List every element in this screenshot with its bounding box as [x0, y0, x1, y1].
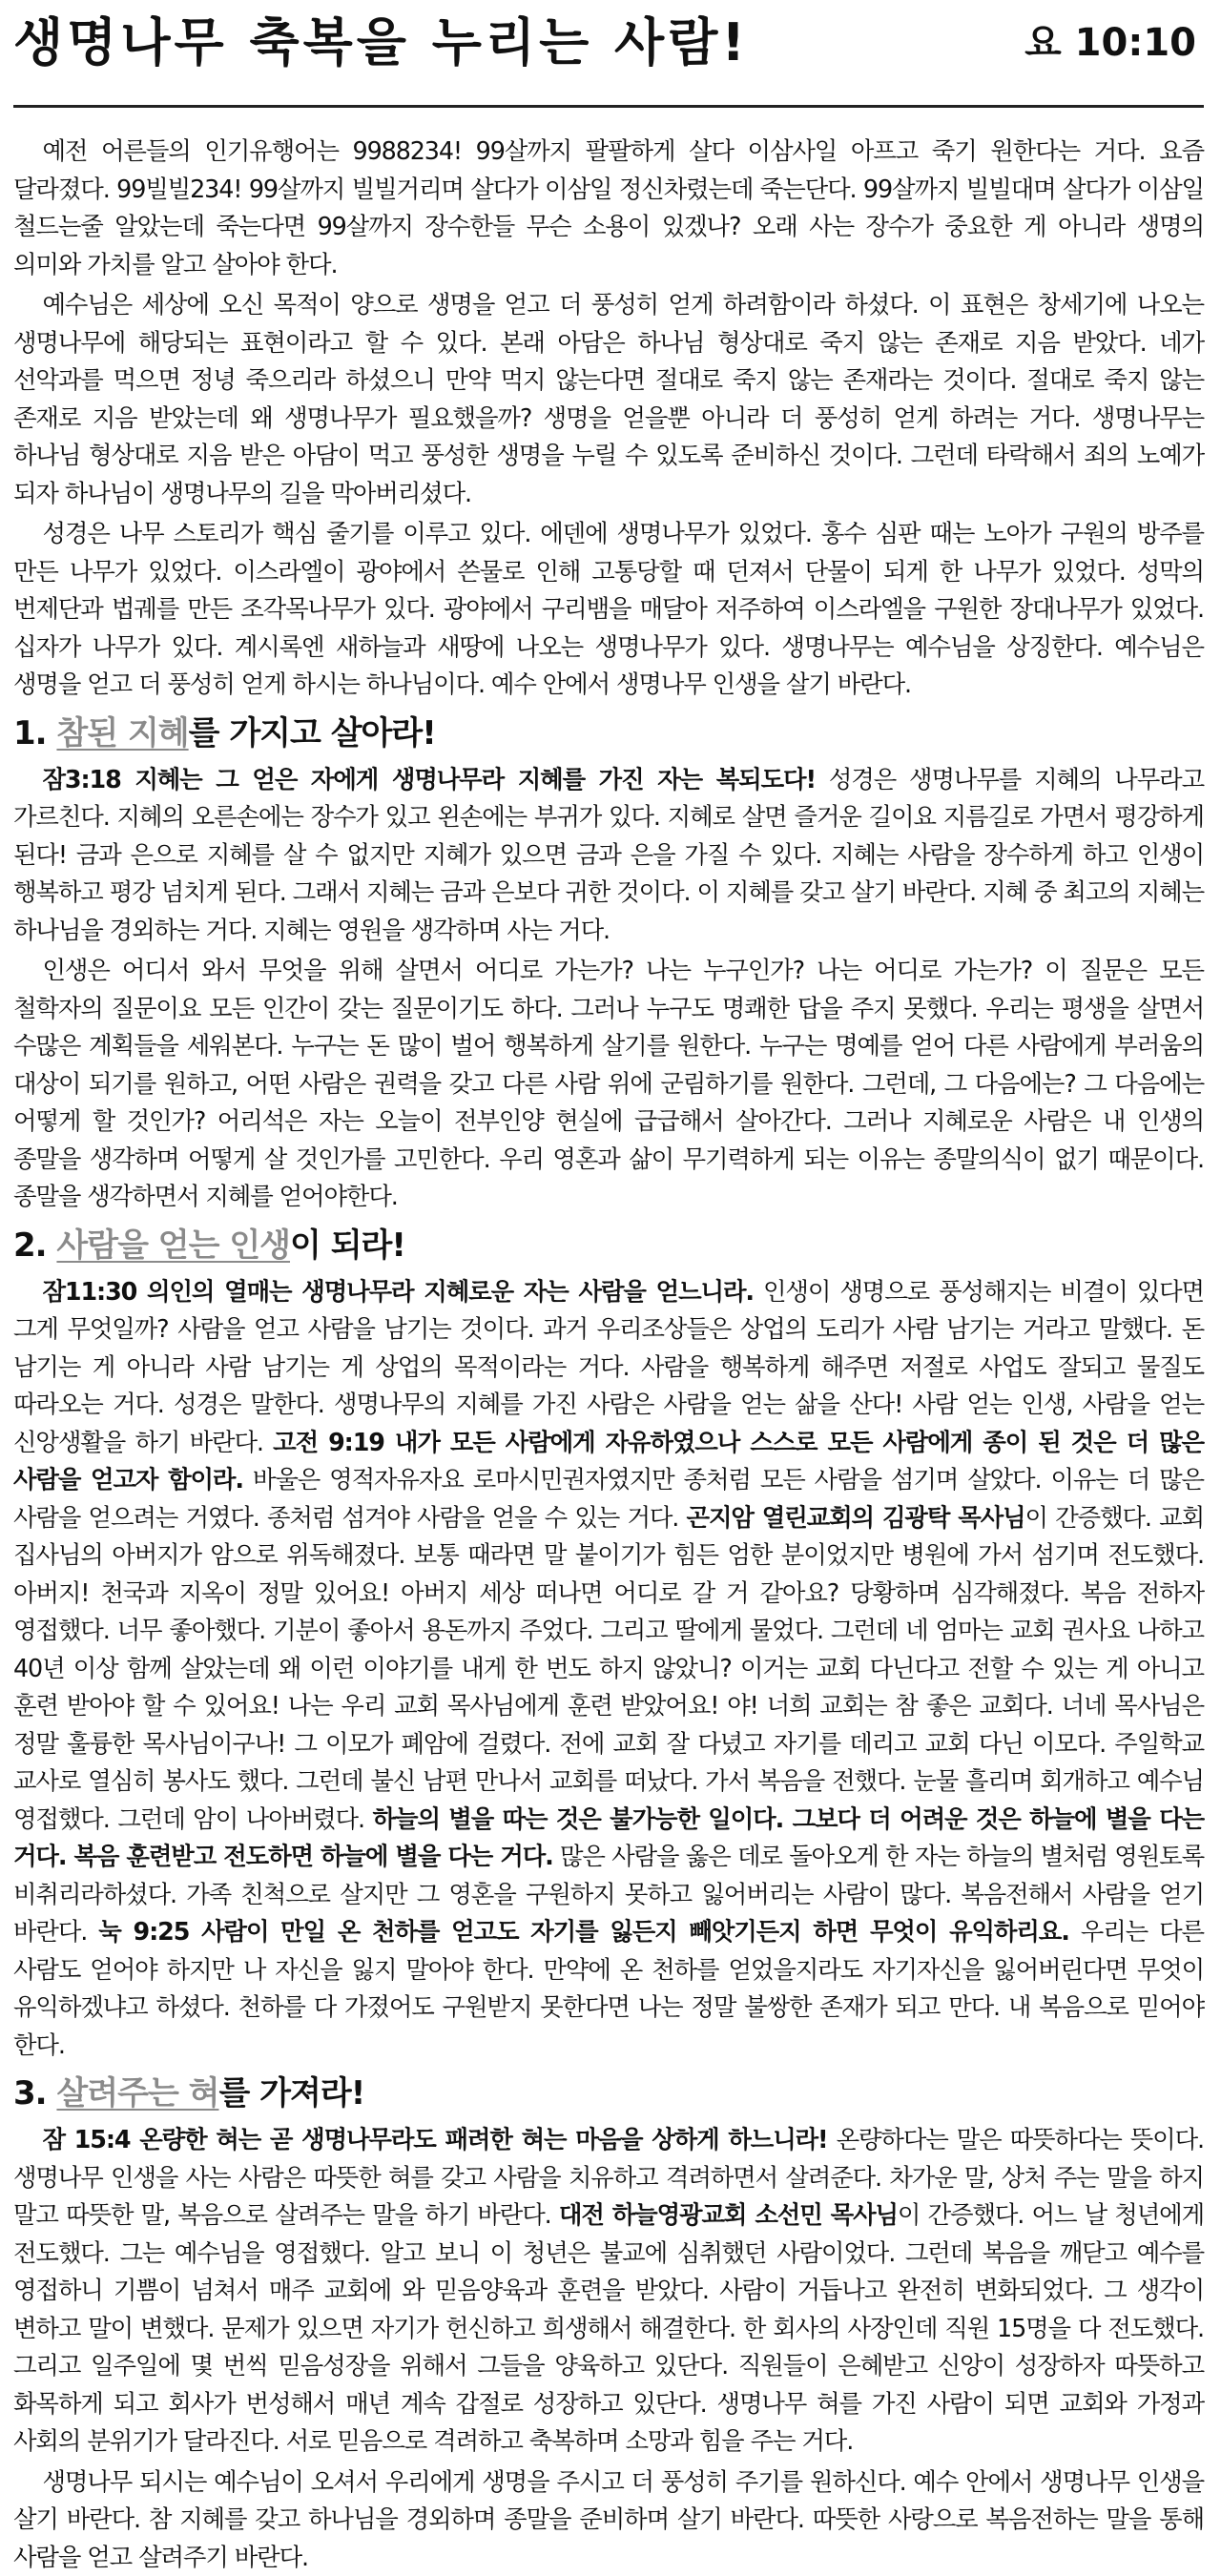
page-title: 생명나무 축복을 누리는 사람! [13, 6, 749, 80]
pastor-name: 대전 하늘영광교회 소선민 목사님 [559, 2200, 898, 2229]
section-heading-2 [13, 1222, 1204, 1269]
paragraph-text: 바울은 영적자유자요 로마시민권자였지만 종처럼 모든 사람을 섬기며 살았다. 이유는 더 많은 사람을 얻으려는 거였다. 종처럼 섬겨야 사람을 얻을 수 있는 거다. [13, 1465, 1204, 1532]
closing-paragraph [13, 2463, 1204, 2576]
title-row [13, 6, 1204, 80]
paragraph-text: 인생이 생명으로 풍성해지는 비결이 있다면 그게 무엇일까? 사람을 얻고 사람을 남기는 것이다. 과거 우리조상들은 상업의 도리가 사람 남기는 거라고 말했다. 돈 남기는 게 아니라 사람 남기는 게 상업의 목적이라는 거다. 사람을 행복하게 해주면 저절로 사업도 잘되고 물질도 따라오는 거다. 성경은 말한다. 생명나무의 지혜를 가진 사람은 사람을 얻는 삶을 산다! 사람 얻는 인생, 사람을 얻는 신앙생활을 하기 바란다. [13, 1277, 1204, 1456]
pastor-name: 곤지암 열린교회의 김광탁 목사님 [687, 1503, 1025, 1532]
section-number: 1. [13, 714, 47, 752]
sermon-body [13, 133, 1204, 2576]
section-heading-3 [13, 2070, 1204, 2117]
verse-quote: 잠 15:4 온량한 혀는 곧 생명나무라도 패려한 혀는 마음을 상하게 하느니라! [42, 2125, 827, 2154]
intro-paragraph: 예수님은 세상에 오신 목적이 양으로 생명을 얻고 더 풍성히 얻게 하려함이라 하셨다. 이 표현은 창세기에 나오는 생명나무에 해당되는 표현이라고 할 수 있다. 본래 아담은 하나님 형상대로 죽지 않는 존재로 지음 받았다. 네가 선악과를 먹으면 정녕 죽으리라 하셨으니 만약 먹지 않는다면 절대로 죽지 않는 존재라는 것이다. 절대로 죽지 않는 존재로 지음 받았는데 왜 생명나무가 필요했을까? 생명을 얻을뿐 아니라 더 풍성히 얻게 하려는 거다. 생명나무는 하나님 형상대로 지음 받은 아담이 먹고 풍성한 생명을 누릴 수 있도록 준비하신 것이다. 그런데 타락해서 죄의 노예가 되자 하나님이 생명나무의 길을 막아버리셨다. [13, 286, 1204, 512]
section-number: 3. [13, 2074, 47, 2112]
paragraph-text: 많은 사람을 옳은 데로 돌아오게 한 자는 하늘의 별처럼 영원토록 비취리라하셨다. 가족 친척으로 살지만 그 영혼을 구원하지 못하고 잃어버리는 사람이 많다. 복음전해서 사람을 얻기 바란다. [13, 1842, 1204, 1946]
title-divider [13, 105, 1204, 108]
verse-quote: 고전 9:19 내가 모든 사람에게 자유하였으나 스스로 모든 사람에게 종이 된 것은 더 많은 사람을 얻고자 함이라. [13, 1428, 1204, 1494]
section-highlight: 사람을 얻는 인생 [56, 1226, 290, 1265]
intro-paragraph: 예전 어른들의 인기유행어는 9988234! 99살까지 팔팔하게 살다 이삼사일 아프고 죽기 원한다는 거다. 요즘 달라졌다. 99빌빌234! 99살까지 빌빌거리며 살다가 이삼일 정신차렸는데 죽는단다. 99살까지 빌빌대며 살다가 이삼일 철드는줄 알았는데 죽는다면 99살까지 장수한들 무슨 소용이 있겠나? 오래 사는 장수가 중요한 게 아니라 생명의 의미와 가치를 알고 살아야 한다. [13, 133, 1204, 283]
section-paragraph [13, 761, 1204, 950]
section-number: 2. [13, 1226, 47, 1265]
section-heading-1 [13, 710, 1204, 757]
section-paragraph [13, 1273, 1204, 2065]
emphasis-text: 하늘의 별을 따는 것은 불가능한 일이다. 그보다 더 어려운 것은 하늘에 별을 다는 거다. 복음 훈련받고 전도하면 하늘에 별을 다는 거다. [13, 1804, 1204, 1871]
section-heading-rest: 를 가져라! [218, 2074, 364, 2112]
paragraph-text: 온량하다는 말은 따뜻하다는 뜻이다. 생명나무 인생을 사는 사람은 따뜻한 혀를 갖고 사람을 치유하고 격려하면서 살려준다. 차가운 말, 상처 주는 말을 하지 말고 따뜻한 말, 복음으로 살려주는 말을 하기 바란다. [13, 2125, 1204, 2229]
paragraph-text: 이 간증했다. 어느 날 청년에게 전도했다. 그는 예수님을 영접했다. 알고 보니 이 청년은 불교에 심취했던 사람이었다. 그런데 복음을 깨닫고 예수를 영접하니 기쁨이 넘쳐서 매주 교회에 와 믿음양육과 훈련을 받았다. 사람이 거듭나고 완전히 변화되었다. 그 생각이 변하고 말이 변했다. 문제가 있으면 자기가 헌신하고 희생해서 해결한다. 한 회사의 사장인데 직원 15명을 다 전도했다. 그리고 일주일에 몇 번씩 믿음성장을 위해서 그들을 양육하고 있단다. 직원들이 은혜받고 신앙이 성장하자 따뜻하고 화목하게 되고 회사가 번성해서 매년 계속 갑절로 성장하고 있단다. 생명나무 혀를 가진 사람이 되면 교회와 가정과 사회의 분위기가 달라진다. 서로 믿음으로 격려하고 축복하며 소망과 힘을 주는 거다. [13, 2200, 1204, 2455]
verse-quote: 잠3:18 지혜는 그 얻은 자에게 생명나무라 지혜를 가진 자는 복되도다! [42, 765, 815, 793]
paragraph-text: 우리는 다른 사람도 얻어야 하지만 나 자신을 잃지 말아야 한다. 만약에 온 천하를 얻었을지라도 자기자신을 잃어버린다면 무엇이 유익하겠냐고 하셨다. 천하를 다 가졌어도 구원받지 못한다면 나는 정말 불쌍한 존재가 되고 만다. 내 복음으로 믿어야 한다. [13, 1917, 1204, 2059]
verse-quote: 눅 9:25 사람이 만일 온 천하를 얻고도 자기를 잃든지 빼앗기든지 하면 무엇이 유익하리요. [98, 1917, 1068, 1946]
verse-quote: 잠11:30 의인의 열매는 생명나무라 지혜로운 자는 사람을 얻느니라. [42, 1277, 753, 1306]
section-highlight: 살려주는 혀 [56, 2074, 218, 2112]
section-paragraph [13, 2121, 1204, 2461]
paragraph-text: 이 간증했다. 교회 집사님의 아버지가 암으로 위독해졌다. 보통 때라면 말 붙이기가 힘든 엄한 분이었지만 병원에 가서 섬기며 전도했다. 아버지! 천국과 지옥이 정말 있어요! 아버지 세상 떠나면 어디로 갈 거 같아요? 당황하며 심각해졌다. 복음 전하자 영접했다. 너무 좋아했다. 기분이 좋아서 용돈까지 주었다. 그리고 딸에게 물었다. 그런데 네 엄마는 교회 권사요 나하고 40년 이상 함께 살았는데 왜 이런 이야기를 내게 한 번도 하지 않았니? 이거는 교회 다닌다고 전할 수 있는 게 아니고 훈련 받아야 할 수 있어요! 나는 우리 교회 목사님에게 훈련 받았어요! 야! 너희 교회는 참 좋은 교회다. 너네 목사님은 정말 훌륭한 목사님이구나! 그 이모가 폐암에 걸렸다. 전에 교회 잘 다녔고 자기를 데리고 교회 다닌 이모다. 주일학교 교사로 열심히 봉사도 했다. 그런데 불신 남편 만나서 교회를 떠났다. 가서 복음을 전했다. 눈물 흘리며 회개하고 예수님 영접했다. 그런데 암이 나아버렸다. [13, 1503, 1204, 1833]
paragraph-text: 인생은 어디서 와서 무엇을 위해 살면서 어디로 가는가? 나는 누구인가? 나는 어디로 가는가? 이 질문은 모든 철학자의 질문이요 모든 인간이 갖는 질문이기도 하다. 그러나 누구도 명쾌한 답을 주지 못했다. 우리는 평생을 살면서 수많은 계획들을 세워본다. 누구는 돈 많이 벌어 행복하게 살기를 원한다. 누구는 명예를 얻어 다른 사람에게 부러움의 대상이 되기를 원하고, 어떤 사람은 권력을 갖고 다른 사람 위에 군림하기를 원한다. 그런데, 그 다음에는? 그 다음에는 어떻게 할 것인가? 어리석은 자는 오늘이 전부인양 현실에 급급해서 살아간다. 그러나 지혜로운 사람은 내 인생의 종말을 생각하며 어떻게 살 것인가를 고민한다. 우리 영혼과 삶이 무기력하게 되는 이유는 종말의식이 없기 때문이다. 종말을 생각하면서 지혜를 얻어야한다. [13, 956, 1204, 1210]
section-highlight: 참된 지혜 [56, 714, 188, 752]
section-heading-rest: 를 가지고 살아라! [189, 714, 436, 752]
section-heading-rest: 이 되라! [290, 1226, 405, 1265]
paragraph-text: 성경은 생명나무를 지혜의 나무라고 가르친다. 지혜의 오른손에는 장수가 있고 왼손에는 부귀가 있다. 지혜로 살면 즐거운 길이요 지름길로 가면서 평강하게 된다! 금과 은으로 지혜를 살 수 없지만 지혜가 있으면 금과 은을 가질 수 있다. 지혜는 사람을 장수하게 하고 인생이 행복하고 평강 넘치게 된다. 그래서 지혜는 금과 은보다 귀한 것이다. 이 지혜를 갖고 살기 바란다. 지혜 중 최고의 지혜는 하나님을 경외하는 거다. 지혜는 영원을 생각하며 사는 거다. [13, 765, 1204, 944]
paragraph-text: 생명나무 되시는 예수님이 오셔서 우리에게 생명을 주시고 더 풍성히 주기를 원하신다. 예수 안에서 생명나무 인생을 살기 바란다. 참 지혜를 갖고 하나님을 경외하며 종말을 준비하며 살기 바란다. 따뜻한 사랑으로 복음전하는 말을 통해 사람을 얻고 살려주기 바란다. [13, 2467, 1204, 2571]
intro-paragraph: 성경은 나무 스토리가 핵심 줄기를 이루고 있다. 에덴에 생명나무가 있었다. 홍수 심판 때는 노아가 구원의 방주를 만든 나무가 있었다. 이스라엘이 광야에서 쓴물로 인해 고통당할 때 던져서 단물이 되게 한 나무가 있었다. 성막의 번제단과 법궤를 만든 조각목나무가 있다. 광야에서 구리뱀을 매달아 저주하여 이스라엘을 구원한 장대나무가 있었다. 십자가 나무가 있다. 계시록엔 새하늘과 새땅에 나오는 생명나무가 있다. 생명나무는 예수님을 상징한다. 예수님은 생명을 얻고 더 풍성히 얻게 하시는 하나님이다. 예수 안에서 생명나무 인생을 살기 바란다. [13, 515, 1204, 704]
section-paragraph [13, 952, 1204, 1216]
scripture-reference: 요 10:10 [1024, 6, 1204, 80]
